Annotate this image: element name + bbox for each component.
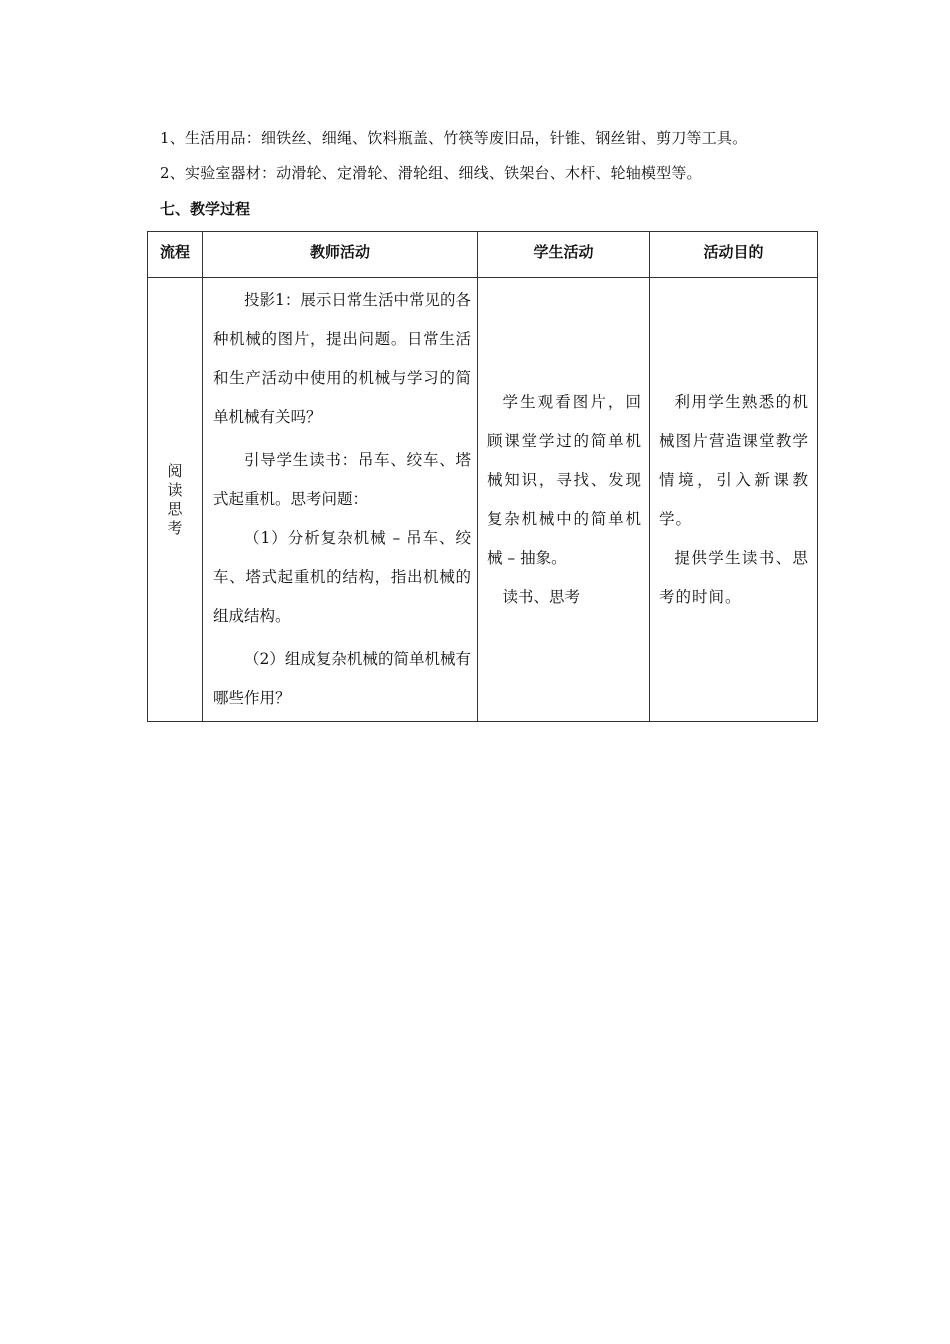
materials-line-1: 1、生活用品：细铁丝、细绳、饮料瓶盖、竹筷等废旧品，针锥、钢丝钳、剪刀等工具。	[160, 129, 748, 147]
student-activity-cell	[478, 278, 650, 722]
stage-label: 阅读思考	[167, 461, 183, 537]
table-row	[148, 278, 818, 722]
header-student-activity: 学生活动	[478, 232, 650, 278]
header-flow: 流程	[148, 232, 203, 278]
teacher-paragraph-1: 投影1：展示日常生活中常见的各种机械的图片，提出问题。日常生活和生产活动中使用的机械与学习的简单机械有关吗？	[213, 291, 471, 426]
teacher-paragraph-3: （1）分析复杂机械 – 吊车、绞车、塔式起重机的结构，指出机械的组成结构。	[213, 529, 471, 625]
table-header-row	[148, 232, 818, 278]
purpose-paragraph-2: 提供学生读书、思考的时间。	[659, 548, 809, 606]
teacher-activity-cell	[203, 278, 478, 722]
header-teacher-activity: 教师活动	[203, 232, 478, 278]
teaching-process-table	[147, 231, 818, 722]
section-heading: 七、教学过程	[160, 200, 251, 218]
header-activity-purpose: 活动目的	[650, 232, 818, 278]
stage-cell	[148, 278, 203, 722]
student-paragraph-1: 学生观看图片，回顾课堂学过的简单机械知识，寻找、发现复杂机械中的简单机械 – 抽象。	[487, 392, 641, 567]
activity-purpose-cell	[650, 278, 818, 722]
purpose-paragraph-1: 利用学生熟悉的机械图片营造课堂教学情境，引入新课教学。	[659, 392, 809, 528]
teacher-paragraph-2: 引导学生读书：吊车、绞车、塔式起重机。思考问题：	[213, 451, 471, 508]
student-paragraph-2: 读书、思考	[502, 587, 581, 606]
materials-line-2: 2、实验室器材：动滑轮、定滑轮、滑轮组、细线、铁架台、木杆、轮轴模型等。	[160, 164, 702, 182]
teacher-paragraph-4: （2）组成复杂机械的简单机械有哪些作用？	[213, 650, 471, 707]
